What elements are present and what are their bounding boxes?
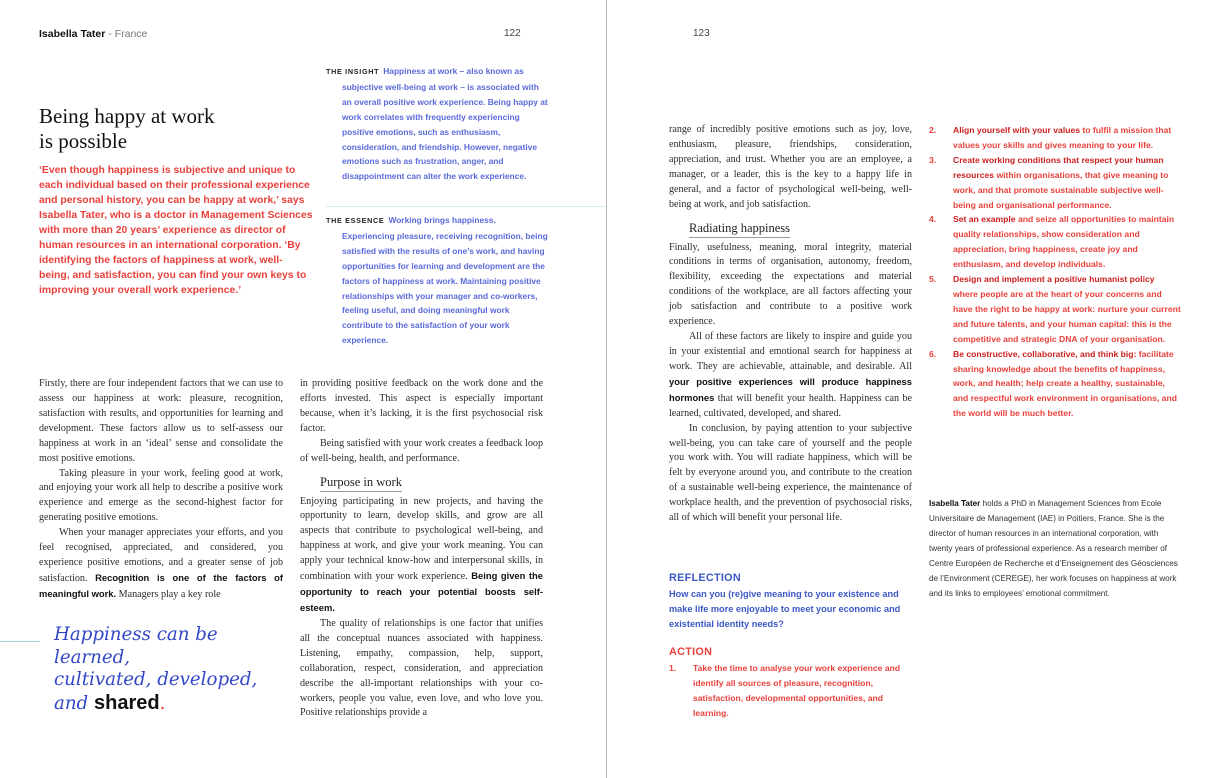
bio-text: holds a PhD in Management Sciences from Ecole Universitaire de Management (IAE) in Poitiers, France. She is the director of human resources in an international corporation, with twenty years of professional experience. As a research member of Centre Européen de Recherche et d’Enseignement des Géosciences de l’Environment (CEREGE), her work focuses on happiness at work and its links to employees’ emotional commitment. [929, 499, 1178, 598]
col1-paragraph-1: Firstly, there are four independent factors that we can use to assess our happiness at work: pleasure, recognition, satisfaction with results, and opportunities for learning and development. These factors allow us to self-assess our happiness at work in an ‘ideal’ sense and consolidate the most positive emotions. [39, 378, 283, 464]
col2-subheading [320, 473, 543, 491]
header-separator: - [105, 28, 115, 40]
col2-p3-bold: Being given the opportunity to reach your potential boosts self-esteem. [300, 570, 543, 613]
bio-name: Isabella Tater [929, 499, 981, 508]
right-page [607, 0, 1214, 778]
col3-p3-end: that will benefit your health. Happiness can be learned, cultivated, developed, and shared. [669, 392, 912, 419]
essence-text: Experiencing pleasure, receiving recognition, being satisfied with the results of one’s work, and having opportunities for learning and development are the factors of happiness at work. Maintaining positive relationships with your manager and co-workers, feeling useful, and doing meaningful work contribute to the satisfaction of your work experience. [342, 230, 548, 346]
action-heading: ACTION [669, 646, 713, 658]
action-item-strong: Set an example [953, 214, 1016, 225]
insight-box [326, 64, 548, 184]
col2-paragraph-3 [300, 495, 543, 617]
reflection-heading: REFLECTION [669, 572, 741, 584]
col3-p3-bold: your positive experiences will produce happiness hormones [669, 375, 912, 403]
col3-subheading-text: Radiating happiness [689, 221, 790, 238]
action-item-text: facilitate sharing knowledge about the benefits of happiness, work, and health; help create a healthy, sustainable, and respectful work environment in organisations, and the world will be much better. [953, 348, 1177, 419]
sidebox-divider [326, 206, 606, 207]
action-item-4 [929, 212, 1181, 272]
action-item-2 [929, 123, 1181, 153]
col3-paragraph-3 [669, 330, 912, 422]
action-item-strong: Align yourself with your values [953, 125, 1081, 135]
header-country: France [114, 28, 148, 40]
col1-p3-text: When your manager appreciates your efforts, and you feel recognised, appreciated, and considered, you experience positive emotions, and a greater sense of job satisfaction. [39, 527, 283, 584]
reflection-question: How can you (re)give meaning to your existence and make life more enjoyable to meet your economic and existential identity needs? [669, 589, 901, 629]
col2-p3-text: Enjoying participating in new projects, and having the opportunity to learn, develop skills, and grow are all aspects that contribute to psychological well-being, and happiness at work, and give your work meaning. You can apply your technical know-how and interpersonal skills, in combination with your work experience. [300, 495, 543, 583]
author-bio [929, 496, 1179, 601]
col1-p3-bold: Recognition is one of the factors of meaningful work. [39, 571, 283, 599]
action-item-text: within organisations, that give meaning to work, and that promote sustainable subjective well-being and organisational performance. [953, 169, 1169, 210]
action-item-strong: Design and implement a positive humanist policy [953, 274, 1155, 285]
action-item-5 [929, 272, 1181, 347]
action-item-number: 1. [669, 663, 677, 673]
action-item-strong: Be constructive, collaborative, and think big: [953, 348, 1137, 359]
col1-p3-end: Managers play a key role [118, 588, 221, 600]
essence-box [326, 213, 548, 348]
action-item-number: 4. [929, 214, 937, 225]
action-item-1 [669, 661, 921, 721]
left-page [0, 0, 606, 778]
insight-first-line: Happiness at work – also known as [383, 66, 524, 76]
page-number-left: 122 [504, 28, 521, 39]
col3-paragraph-4: In conclusion, by paying attention to your subjective well-being, you can take care of yourself and the people you work with. You will radiate happiness, which will be felt by everyone around you, and contribute to the creation of a sustainable well-being experience, the maintenance of workplace health, and the prevention of psychosocial risks, all of which will benefit your personal life. [669, 422, 912, 524]
action-item-3 [929, 153, 1181, 213]
action-item-number: 5. [929, 274, 937, 285]
col2-paragraph-2: Being satisfied with your work creates a feedback loop of well-being, health, and performance. [300, 437, 543, 464]
body-column-2 [300, 377, 543, 721]
col3-paragraph-2: Finally, usefulness, meaning, moral integrity, material conditions in terms of organisation, autonomy, freedom, flexibility, exceeding the expectations and material conditions of the workplace, are all factors affecting your job satisfaction and contribute to a positive work experience. [669, 241, 912, 328]
header-author-name: Isabella Tater [39, 28, 106, 40]
action-item-strong: Create working conditions that respect your human resources [953, 154, 1164, 180]
action-item-number: 3. [929, 154, 937, 165]
pullquote-shared: shared [94, 691, 160, 714]
body-column-3 [669, 123, 912, 526]
col3-paragraph-1: range of incredibly positive emotions such as joy, love, enthusiasm, pleasure, friendships, consideration, appreciation, and trust. Whether you are an employee, a manager, or a leader, this is the key to a happy life in general, and a factor of psychological well-being, well-being at work, and job satisfaction. [669, 124, 912, 210]
pullquote-line-1: Happiness can be learned, [54, 624, 218, 668]
pullquote-rule [0, 641, 40, 642]
action-list-part-1 [669, 661, 921, 721]
action-list-part-2 [929, 123, 1181, 421]
pullquote-line-2: cultivated, developed, [54, 669, 258, 690]
col2-paragraph-4: The quality of relationships is one factor that unifies all the conceptual nuances associated with happiness. Listening, empathy, compassion, help, support, collaboration, respect, consideration, and appreciation describe the all-important relationships with your co-workers, people you value, even love, and who love you. Positive relationships provide a [300, 617, 543, 719]
insight-label: THE INSIGHT [326, 67, 380, 76]
col3-subheading [689, 219, 912, 237]
title-line-2: is possible [39, 129, 128, 153]
action-item-content [953, 274, 1181, 344]
pull-quote [54, 624, 294, 715]
pullquote-and: and [54, 692, 89, 714]
insight-text: subjective well-being at work – is associated with an overall positive work experience. Being happy at work correlates with frequently experiencing positive emotions, such as enthusiasm, consideration, and friendship. However, negative emotions such as frustration, anger, and disappointment can alter the work experience. [342, 81, 548, 182]
col2-paragraph-1: in providing positive feedback on the work done and the efforts invested. This aspect is especially important because, when it’s lacking, it is the first psychosocial risk factor. [300, 378, 543, 434]
action-item-content [953, 349, 1177, 419]
action-item-text: where people are at the heart of your concerns and have the right to be happy at work: nurture your current and future talents, and your human capital: this is the competitive and strategic DNA of your organisation. [953, 288, 1181, 344]
action-item-content [953, 155, 1168, 210]
action-item-text: and seize all opportunities to maintain quality relationships, show consideration and appreciation, bring happiness, create joy and enthusiasm, and develop individuals. [953, 214, 1175, 270]
col2-subheading-text: Purpose in work [320, 475, 402, 492]
col3-p3-text: All of these factors are likely to inspire and guide you in your existential and emotional search for happiness at work. They are achievable, attainable, and desirable. All [669, 331, 912, 372]
body-column-1 [39, 377, 283, 603]
essence-first-line: Working brings happiness. [388, 215, 496, 225]
running-header [39, 28, 147, 40]
lead-paragraph: ‘Even though happiness is subjective and unique to each individual based on their professional experience and personal history, you can be happy at work,’ says Isabella Tater, who is a doctor in Management Sciences with more than 20 years’ experience as director of human resources in an international corporation. ‘By identifying the factors of happiness at work, well-being, and satisfaction, you can find your own keys to improving your overall work experience.’ [39, 165, 313, 296]
action-item-6 [929, 347, 1181, 422]
essence-label: THE ESSENCE [326, 216, 385, 225]
action-item-number: 2. [929, 125, 937, 135]
action-item-text: Take the time to analyse your work experience and identify all sources of pleasure, recognition, satisfaction, developmental opportunities, and learning. [693, 663, 901, 718]
action-item-content [953, 125, 1171, 150]
col1-paragraph-2: Taking pleasure in your work, feeling good at work, and enjoying your work all help to describe a positive work experience and emerge as the second-highest factor for generating positive emotions. [39, 467, 283, 524]
col1-paragraph-3 [39, 526, 283, 603]
action-item-text: to fulfil a mission that values your skills and gives meaning to your life. [953, 125, 1172, 150]
article-title [39, 104, 215, 154]
page-number-right: 123 [693, 28, 710, 39]
action-item-content [953, 214, 1174, 269]
action-item-number: 6. [929, 348, 937, 359]
pullquote-dot: . [159, 692, 166, 714]
title-line-1: Being happy at work [39, 104, 215, 128]
